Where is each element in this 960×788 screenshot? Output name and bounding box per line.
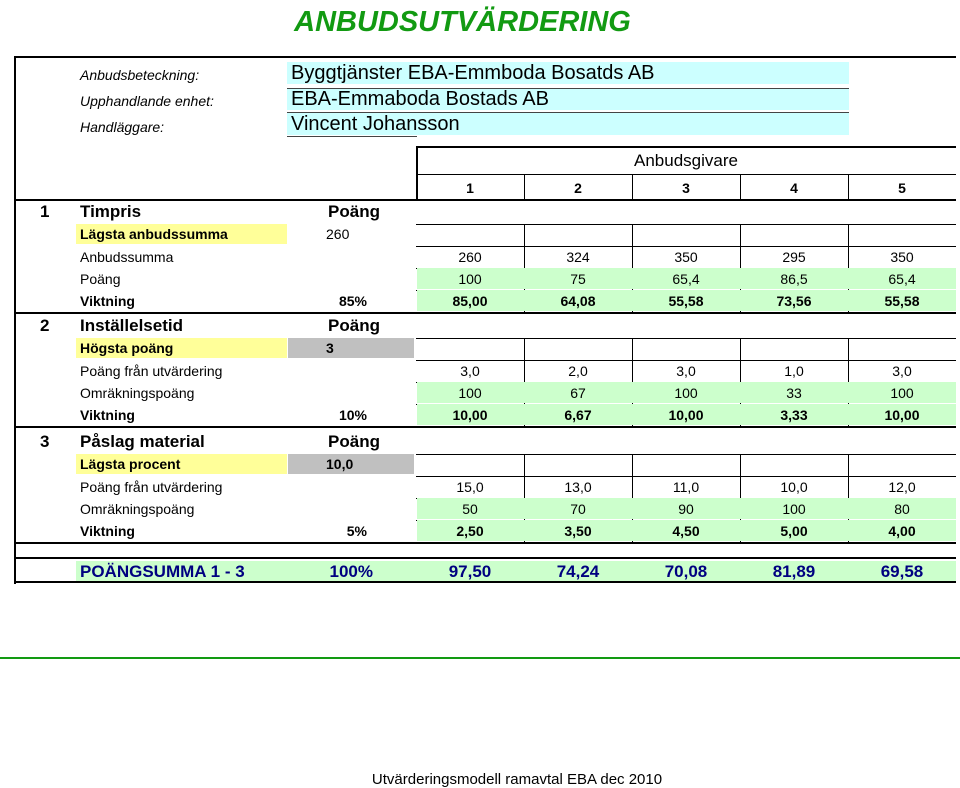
anbudsbeteckning-label: Anbudsbeteckning: xyxy=(80,67,200,83)
cell-value: 1,0 xyxy=(784,363,804,379)
anbudsgivare-label: Anbudsgivare xyxy=(634,151,738,170)
cell-value: 3,33 xyxy=(780,407,808,423)
enhet-value: EBA-Emmaboda Bostads AB xyxy=(287,88,849,110)
summary-pct: 100% xyxy=(329,562,373,581)
handlaggare-value: Vincent Johansson xyxy=(287,113,849,135)
summary-label: POÄNGSUMMA 1 - 3 xyxy=(80,562,245,581)
section-ref-line xyxy=(416,338,956,339)
cell-value: 5,00 xyxy=(780,523,808,539)
cell-value: 2,0 xyxy=(568,363,588,379)
row-weight: 5% xyxy=(346,523,367,539)
section-end-line xyxy=(14,312,956,314)
cell-value: 33 xyxy=(786,385,802,401)
header-divider xyxy=(287,88,849,89)
reference-label: Lägsta anbudssumma xyxy=(80,226,228,242)
section-ref-line xyxy=(416,224,956,225)
section-end-line xyxy=(14,542,956,544)
bidder-header-line xyxy=(416,174,956,175)
section-poang-label: Poäng xyxy=(328,432,380,451)
bidder-number: 5 xyxy=(898,180,906,196)
summary-value: 74,24 xyxy=(556,562,600,581)
section-name: Påslag material xyxy=(80,432,205,451)
summary-bottom-line xyxy=(14,581,956,583)
cell-value: 13,0 xyxy=(564,479,592,495)
section-number: 2 xyxy=(40,316,50,335)
row-weight: 10% xyxy=(338,407,367,423)
cell-value: 73,56 xyxy=(776,293,812,309)
cell-value: 75 xyxy=(570,271,586,287)
bidder-number: 4 xyxy=(790,180,798,196)
header-divider xyxy=(287,112,849,113)
cell-value: 90 xyxy=(678,501,694,517)
row-label: Poäng xyxy=(80,271,121,287)
cell-value: 80 xyxy=(894,501,910,517)
anbudsbeteckning-value: Byggtjänster EBA-Emmboda Bosatds AB xyxy=(287,62,849,84)
bidder-bottom-line xyxy=(14,199,956,201)
section-name: Inställelsetid xyxy=(80,316,183,335)
summary-value: 69,58 xyxy=(880,562,924,581)
cell-value: 65,4 xyxy=(672,271,700,287)
cell-value: 55,58 xyxy=(884,293,920,309)
cell-value: 350 xyxy=(890,249,914,265)
cell-value: 2,50 xyxy=(456,523,484,539)
cell-value: 10,0 xyxy=(780,479,808,495)
cell-value: 10,00 xyxy=(668,407,704,423)
cell-value: 15,0 xyxy=(456,479,484,495)
cell-value: 6,67 xyxy=(564,407,592,423)
summary-value: 81,89 xyxy=(772,562,816,581)
reference-value: 10,0 xyxy=(326,456,354,472)
row-label: Poäng från utvärdering xyxy=(80,363,223,379)
cell-value: 50 xyxy=(462,501,478,517)
reference-value: 3 xyxy=(326,340,334,356)
row-label: Viktning xyxy=(80,523,135,539)
handlaggare-label: Handläggare: xyxy=(80,119,165,135)
summary-value: 70,08 xyxy=(664,562,708,581)
section-poang-label: Poäng xyxy=(328,316,380,335)
cell-value: 86,5 xyxy=(780,271,808,287)
section-name: Timpris xyxy=(80,202,142,221)
cell-value: 324 xyxy=(566,249,590,265)
cell-value: 3,50 xyxy=(564,523,592,539)
cell-value: 100 xyxy=(890,385,914,401)
cell-value: 350 xyxy=(674,249,698,265)
cell-value: 4,50 xyxy=(672,523,700,539)
green-rule xyxy=(0,657,960,659)
anbudsgivare-top-line xyxy=(416,146,956,148)
row-label: Omräkningspoäng xyxy=(80,501,195,517)
footer-text: Utvärderingsmodell ramavtal EBA dec 2010 xyxy=(371,771,663,788)
cell-value: 3,0 xyxy=(892,363,912,379)
cell-value: 260 xyxy=(458,249,482,265)
cell-value: 55,58 xyxy=(668,293,704,309)
cell-value: 295 xyxy=(782,249,806,265)
reference-label: Lägsta procent xyxy=(80,456,181,472)
bidder-col-divider xyxy=(632,175,633,199)
row-label: Viktning xyxy=(80,407,135,423)
bidder-number: 1 xyxy=(466,180,474,196)
cell-value: 65,4 xyxy=(888,271,916,287)
cell-value: 100 xyxy=(674,385,698,401)
section-ref-line xyxy=(416,454,956,455)
cell-value: 85,00 xyxy=(452,293,488,309)
cell-value: 12,0 xyxy=(888,479,916,495)
cell-value: 67 xyxy=(570,385,586,401)
row-label: Omräkningspoäng xyxy=(80,385,195,401)
row-label: Poäng från utvärdering xyxy=(80,479,223,495)
section-poang-label: Poäng xyxy=(328,202,380,221)
reference-value: 260 xyxy=(326,226,350,242)
cell-value: 100 xyxy=(458,271,482,287)
cell-value: 3,0 xyxy=(676,363,696,379)
summary-value: 97,50 xyxy=(448,562,492,581)
cell-value: 3,0 xyxy=(460,363,480,379)
page-title: ANBUDSUTVÄRDERING xyxy=(294,6,631,38)
cell-value: 10,00 xyxy=(884,407,920,423)
section-number: 3 xyxy=(40,432,50,451)
cell-value: 70 xyxy=(570,501,586,517)
cell-value: 64,08 xyxy=(560,293,596,309)
row-label: Viktning xyxy=(80,293,135,309)
bidder-number: 3 xyxy=(682,180,690,196)
bidder-col-divider xyxy=(740,175,741,199)
row-label: Anbudssumma xyxy=(80,249,174,265)
bidder-col-divider xyxy=(848,175,849,199)
enhet-label: Upphandlande enhet: xyxy=(80,93,214,109)
row-line xyxy=(416,476,956,477)
summary-top-line xyxy=(14,557,956,559)
cell-value: 11,0 xyxy=(672,479,700,495)
section-number: 1 xyxy=(40,202,50,221)
cell-value: 100 xyxy=(782,501,806,517)
row-weight: 85% xyxy=(338,293,367,309)
cell-value: 10,00 xyxy=(452,407,488,423)
header-divider xyxy=(287,136,417,137)
row-line xyxy=(416,246,956,247)
reference-label: Högsta poäng xyxy=(80,340,174,356)
bidder-col-divider xyxy=(524,175,525,199)
bidder-number: 2 xyxy=(574,180,582,196)
section-end-line xyxy=(14,426,956,428)
cell-value: 100 xyxy=(458,385,482,401)
cell-value: 4,00 xyxy=(888,523,916,539)
row-line xyxy=(416,360,956,361)
